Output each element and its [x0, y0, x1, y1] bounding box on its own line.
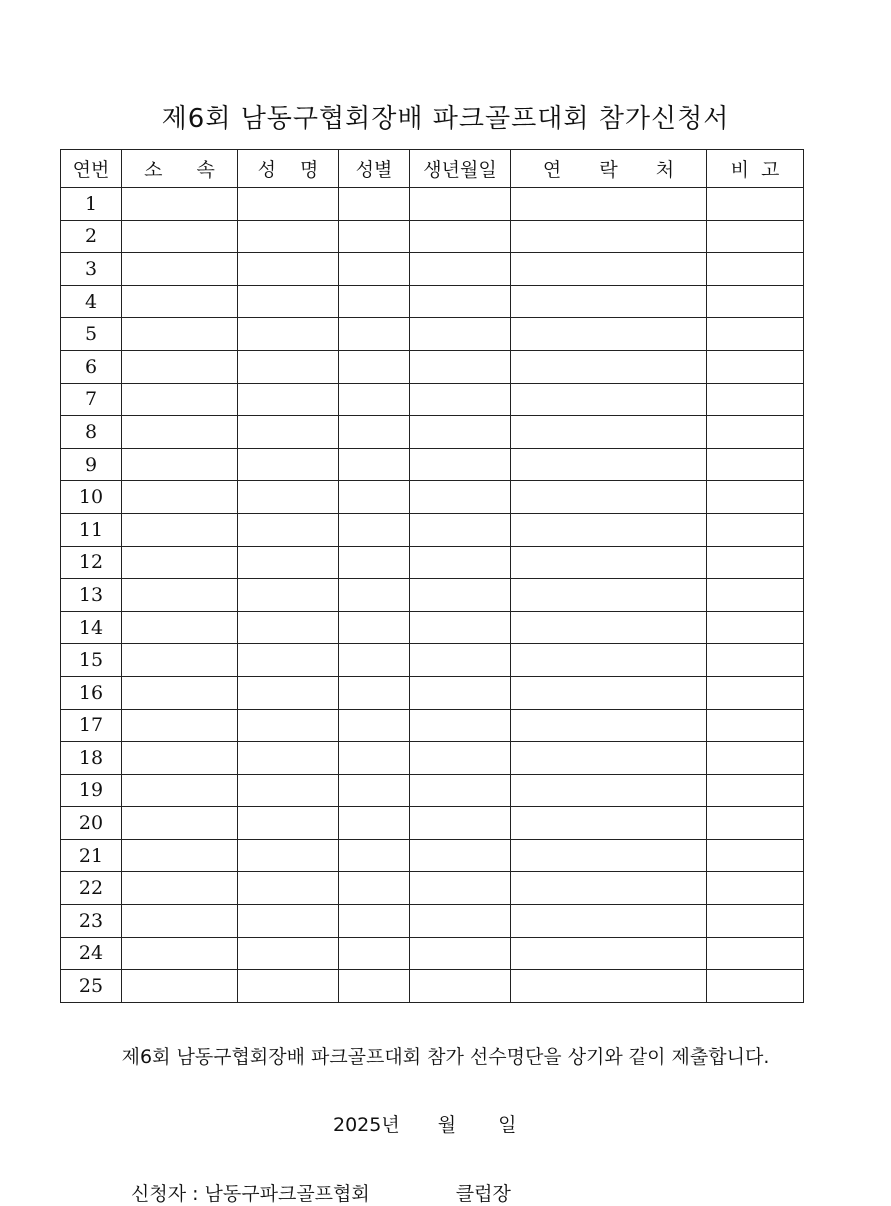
affiliation-cell[interactable] [122, 872, 238, 905]
gender-cell[interactable] [339, 350, 410, 383]
serial-cell: 2 [61, 220, 122, 253]
remarks-cell[interactable] [707, 448, 804, 481]
remarks-cell[interactable] [707, 774, 804, 807]
contact-cell[interactable] [511, 448, 707, 481]
contact-cell[interactable] [511, 905, 707, 938]
serial-cell: 13 [61, 579, 122, 612]
name-cell[interactable] [238, 839, 339, 872]
birthdate-cell[interactable] [410, 709, 511, 742]
affiliation-cell[interactable] [122, 905, 238, 938]
name-cell[interactable] [238, 383, 339, 416]
remarks-cell[interactable] [707, 513, 804, 546]
document-title: 제6회 남동구협회장배 파크골프대회 참가신청서 [161, 104, 730, 134]
name-cell[interactable] [238, 481, 339, 514]
table-row [61, 676, 804, 709]
table-row [61, 872, 804, 905]
table-row [61, 253, 804, 286]
serial-cell: 17 [61, 709, 122, 742]
table-row [61, 644, 804, 677]
gender-cell[interactable] [339, 937, 410, 970]
contact-cell[interactable] [511, 937, 707, 970]
date-line [333, 1110, 516, 1137]
table-row [61, 970, 804, 1003]
birthdate-cell[interactable] [410, 611, 511, 644]
contact-cell[interactable] [511, 318, 707, 351]
affiliation-cell[interactable] [122, 416, 238, 449]
serial-cell: 25 [61, 970, 122, 1003]
serial-cell: 11 [61, 513, 122, 546]
remarks-cell[interactable] [707, 807, 804, 840]
gender-cell[interactable] [339, 709, 410, 742]
serial-cell: 10 [61, 481, 122, 514]
serial-cell: 14 [61, 611, 122, 644]
table-row [61, 481, 804, 514]
applicant-role: 클럽장 [455, 1183, 511, 1205]
contact-cell[interactable] [511, 872, 707, 905]
name-cell[interactable] [238, 774, 339, 807]
serial-cell: 21 [61, 839, 122, 872]
serial-cell: 9 [61, 448, 122, 481]
remarks-cell[interactable] [707, 839, 804, 872]
birthdate-cell[interactable] [410, 253, 511, 286]
affiliation-cell[interactable] [122, 742, 238, 775]
table-row [61, 318, 804, 351]
gender-cell[interactable] [339, 970, 410, 1003]
birthdate-cell[interactable] [410, 579, 511, 612]
remarks-cell[interactable] [707, 709, 804, 742]
name-cell[interactable] [238, 416, 339, 449]
gender-cell[interactable] [339, 676, 410, 709]
gender-cell[interactable] [339, 579, 410, 612]
table-header-row [61, 150, 804, 188]
birthdate-cell[interactable] [410, 807, 511, 840]
affiliation-cell[interactable] [122, 970, 238, 1003]
serial-cell: 8 [61, 416, 122, 449]
table-body [61, 188, 804, 1003]
affiliation-cell[interactable] [122, 839, 238, 872]
gender-cell[interactable] [339, 611, 410, 644]
birthdate-cell[interactable] [410, 905, 511, 938]
contact-cell[interactable] [511, 481, 707, 514]
affiliation-cell[interactable] [122, 481, 238, 514]
gender-cell[interactable] [339, 513, 410, 546]
header-birthdate: 생년월일 [410, 150, 511, 188]
affiliation-cell[interactable] [122, 220, 238, 253]
birthdate-cell[interactable] [410, 383, 511, 416]
gender-cell[interactable] [339, 839, 410, 872]
birthdate-cell[interactable] [410, 970, 511, 1003]
name-cell[interactable] [238, 807, 339, 840]
serial-cell: 19 [61, 774, 122, 807]
birthdate-cell[interactable] [410, 188, 511, 221]
birthdate-cell[interactable] [410, 676, 511, 709]
table-row [61, 383, 804, 416]
table-row [61, 839, 804, 872]
remarks-cell[interactable] [707, 318, 804, 351]
serial-cell: 15 [61, 644, 122, 677]
table-row [61, 905, 804, 938]
header-name: 성 명 [238, 150, 339, 188]
name-cell[interactable] [238, 546, 339, 579]
affiliation-cell[interactable] [122, 188, 238, 221]
remarks-cell[interactable] [707, 285, 804, 318]
contact-cell[interactable] [511, 416, 707, 449]
name-cell[interactable] [238, 188, 339, 221]
contact-cell[interactable] [511, 611, 707, 644]
remarks-cell[interactable] [707, 872, 804, 905]
gender-cell[interactable] [339, 285, 410, 318]
remarks-cell[interactable] [707, 676, 804, 709]
affiliation-cell[interactable] [122, 546, 238, 579]
affiliation-cell[interactable] [122, 611, 238, 644]
remarks-cell[interactable] [707, 644, 804, 677]
name-cell[interactable] [238, 611, 339, 644]
serial-cell: 22 [61, 872, 122, 905]
serial-cell: 12 [61, 546, 122, 579]
header-affiliation: 소 속 [122, 150, 238, 188]
affiliation-cell[interactable] [122, 709, 238, 742]
serial-cell: 1 [61, 188, 122, 221]
submission-statement: 제6회 남동구협회장배 파크골프대회 참가 선수명단을 상기와 같이 제출합니다. [121, 1046, 770, 1068]
affiliation-cell[interactable] [122, 774, 238, 807]
date-year: 2025년 [333, 1114, 400, 1136]
birthdate-cell[interactable] [410, 774, 511, 807]
gender-cell[interactable] [339, 644, 410, 677]
contact-cell[interactable] [511, 807, 707, 840]
contact-cell[interactable] [511, 839, 707, 872]
gender-cell[interactable] [339, 774, 410, 807]
serial-cell: 5 [61, 318, 122, 351]
affiliation-cell[interactable] [122, 383, 238, 416]
name-cell[interactable] [238, 676, 339, 709]
contact-cell[interactable] [511, 742, 707, 775]
table-row [61, 188, 804, 221]
header-remarks: 비 고 [707, 150, 804, 188]
remarks-cell[interactable] [707, 188, 804, 221]
birthdate-cell[interactable] [410, 350, 511, 383]
birthdate-cell[interactable] [410, 481, 511, 514]
header-serial: 연번 [61, 150, 122, 188]
contact-cell[interactable] [511, 676, 707, 709]
affiliation-cell[interactable] [122, 285, 238, 318]
contact-cell[interactable] [511, 220, 707, 253]
table-row [61, 448, 804, 481]
gender-cell[interactable] [339, 220, 410, 253]
name-cell[interactable] [238, 937, 339, 970]
remarks-cell[interactable] [707, 220, 804, 253]
table-row [61, 709, 804, 742]
serial-cell: 16 [61, 676, 122, 709]
applicant-line [131, 1179, 511, 1206]
gender-cell[interactable] [339, 253, 410, 286]
birthdate-cell[interactable] [410, 285, 511, 318]
table-row [61, 546, 804, 579]
affiliation-cell[interactable] [122, 513, 238, 546]
header-contact: 연 락 처 [511, 150, 707, 188]
table-row [61, 220, 804, 253]
affiliation-cell[interactable] [122, 253, 238, 286]
serial-cell: 4 [61, 285, 122, 318]
contact-cell[interactable] [511, 383, 707, 416]
gender-cell[interactable] [339, 416, 410, 449]
table-row [61, 742, 804, 775]
birthdate-cell[interactable] [410, 318, 511, 351]
serial-cell: 7 [61, 383, 122, 416]
remarks-cell[interactable] [707, 970, 804, 1003]
name-cell[interactable] [238, 970, 339, 1003]
date-month: 월 [437, 1114, 457, 1136]
remarks-cell[interactable] [707, 253, 804, 286]
gender-cell[interactable] [339, 188, 410, 221]
remarks-cell[interactable] [707, 383, 804, 416]
gender-cell[interactable] [339, 481, 410, 514]
affiliation-cell[interactable] [122, 807, 238, 840]
gender-cell[interactable] [339, 448, 410, 481]
affiliation-cell[interactable] [122, 676, 238, 709]
roster-table [60, 149, 804, 1003]
table-row [61, 579, 804, 612]
applicant-label: 신청자 : 남동구파크골프협회 [131, 1183, 370, 1205]
remarks-cell[interactable] [707, 742, 804, 775]
contact-cell[interactable] [511, 709, 707, 742]
name-cell[interactable] [238, 872, 339, 905]
birthdate-cell[interactable] [410, 546, 511, 579]
gender-cell[interactable] [339, 318, 410, 351]
remarks-cell[interactable] [707, 546, 804, 579]
name-cell[interactable] [238, 513, 339, 546]
birthdate-cell[interactable] [410, 448, 511, 481]
remarks-cell[interactable] [707, 416, 804, 449]
serial-cell: 6 [61, 350, 122, 383]
serial-cell: 3 [61, 253, 122, 286]
serial-cell: 20 [61, 807, 122, 840]
affiliation-cell[interactable] [122, 318, 238, 351]
affiliation-cell[interactable] [122, 448, 238, 481]
birthdate-cell[interactable] [410, 742, 511, 775]
contact-cell[interactable] [511, 253, 707, 286]
contact-cell[interactable] [511, 350, 707, 383]
name-cell[interactable] [238, 579, 339, 612]
contact-cell[interactable] [511, 546, 707, 579]
table-row [61, 774, 804, 807]
birthdate-cell[interactable] [410, 416, 511, 449]
birthdate-cell[interactable] [410, 937, 511, 970]
gender-cell[interactable] [339, 872, 410, 905]
remarks-cell[interactable] [707, 481, 804, 514]
serial-cell: 24 [61, 937, 122, 970]
contact-cell[interactable] [511, 970, 707, 1003]
affiliation-cell[interactable] [122, 350, 238, 383]
remarks-cell[interactable] [707, 350, 804, 383]
gender-cell[interactable] [339, 742, 410, 775]
birthdate-cell[interactable] [410, 513, 511, 546]
header-gender: 성별 [339, 150, 410, 188]
table-row [61, 513, 804, 546]
contact-cell[interactable] [511, 188, 707, 221]
table-row [61, 807, 804, 840]
name-cell[interactable] [238, 318, 339, 351]
name-cell[interactable] [238, 448, 339, 481]
name-cell[interactable] [238, 253, 339, 286]
affiliation-cell[interactable] [122, 937, 238, 970]
name-cell[interactable] [238, 742, 339, 775]
name-cell[interactable] [238, 350, 339, 383]
table-row [61, 285, 804, 318]
name-cell[interactable] [238, 220, 339, 253]
table-row [61, 350, 804, 383]
remarks-cell[interactable] [707, 937, 804, 970]
table-row [61, 611, 804, 644]
birthdate-cell[interactable] [410, 872, 511, 905]
remarks-cell[interactable] [707, 611, 804, 644]
gender-cell[interactable] [339, 807, 410, 840]
affiliation-cell[interactable] [122, 579, 238, 612]
contact-cell[interactable] [511, 774, 707, 807]
serial-cell: 23 [61, 905, 122, 938]
name-cell[interactable] [238, 285, 339, 318]
remarks-cell[interactable] [707, 905, 804, 938]
contact-cell[interactable] [511, 285, 707, 318]
birthdate-cell[interactable] [410, 220, 511, 253]
gender-cell[interactable] [339, 383, 410, 416]
name-cell[interactable] [238, 644, 339, 677]
table-row [61, 937, 804, 970]
gender-cell[interactable] [339, 905, 410, 938]
birthdate-cell[interactable] [410, 644, 511, 677]
contact-cell[interactable] [511, 579, 707, 612]
contact-cell[interactable] [511, 644, 707, 677]
table-row [61, 416, 804, 449]
serial-cell: 18 [61, 742, 122, 775]
gender-cell[interactable] [339, 546, 410, 579]
name-cell[interactable] [238, 709, 339, 742]
name-cell[interactable] [238, 905, 339, 938]
birthdate-cell[interactable] [410, 839, 511, 872]
contact-cell[interactable] [511, 513, 707, 546]
affiliation-cell[interactable] [122, 644, 238, 677]
date-day: 일 [498, 1114, 517, 1136]
remarks-cell[interactable] [707, 579, 804, 612]
